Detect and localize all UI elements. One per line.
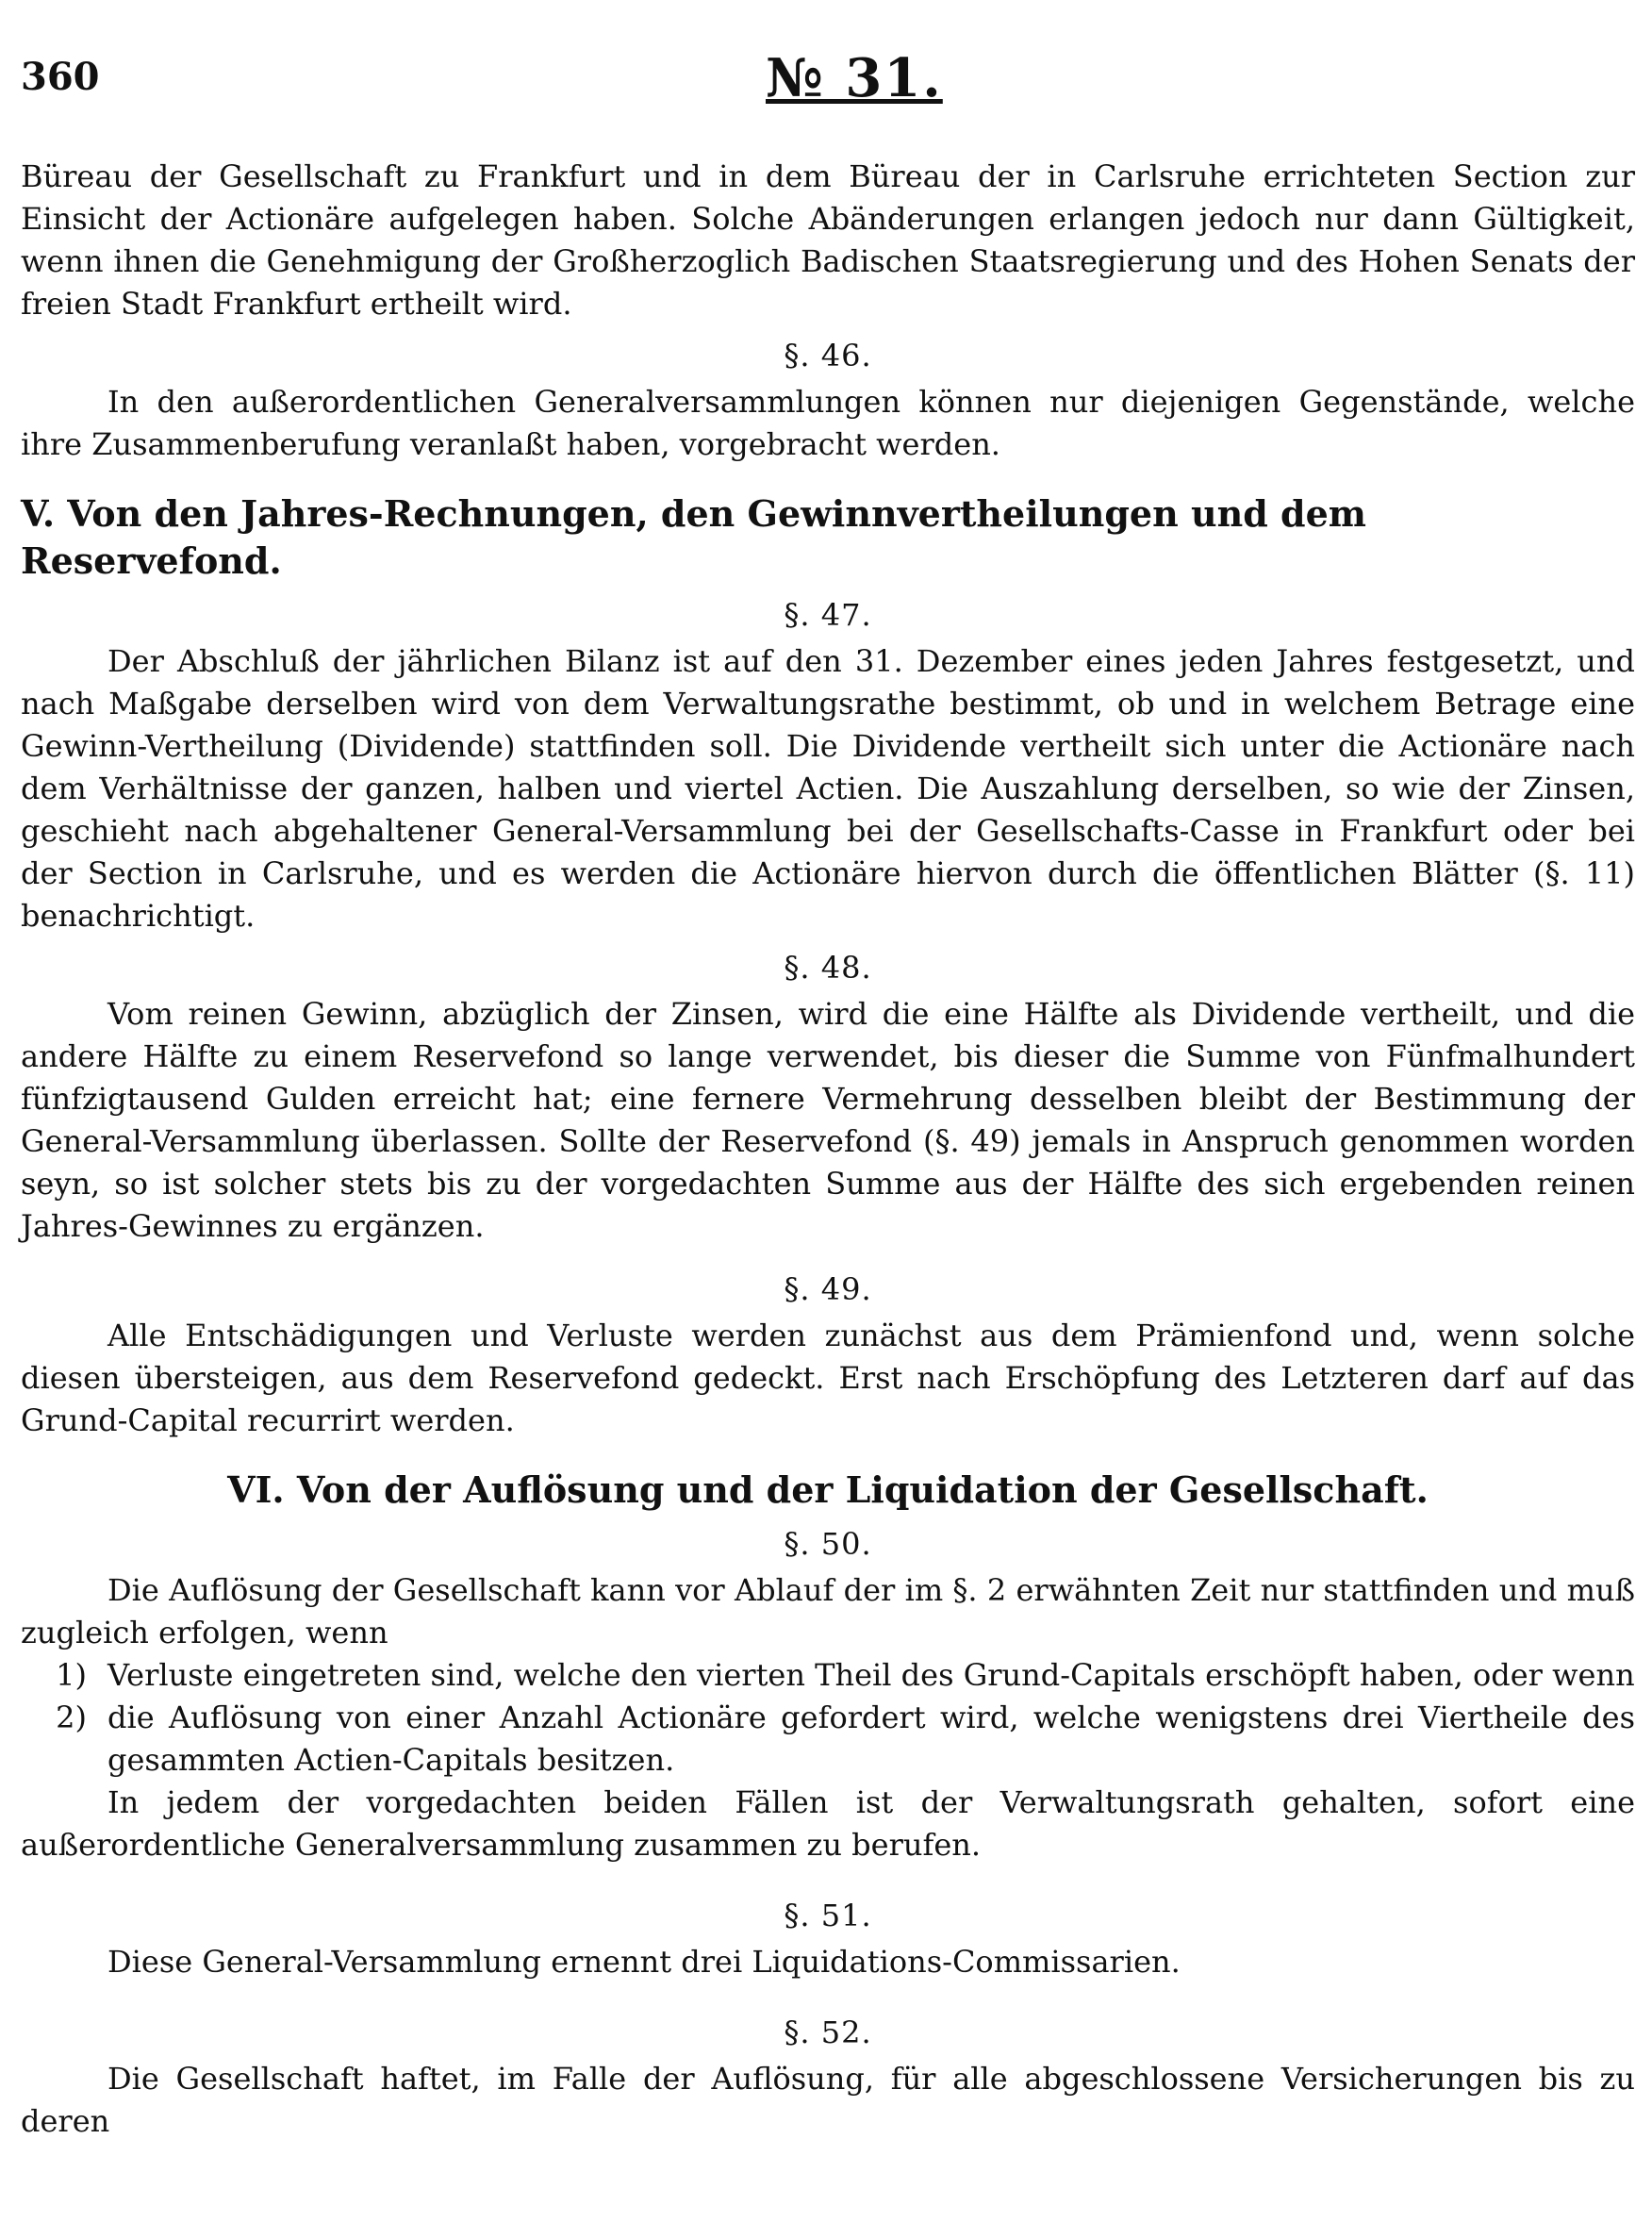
paragraph-52: Die Gesellschaft haftet, im Falle der Auflösung, für alle abgeschlossene Versicherungen bis zu deren (21, 2061, 1635, 2139)
list-text-1: Verluste eingetreten sind, welche den vierten Theil des Grund-Capitals erschöpft haben, oder wenn (107, 1657, 1635, 1693)
paragraph-number-51: §. 51. (784, 1898, 872, 1933)
paragraph-47: Der Abschluß der jährlichen Bilanz ist auf den 31. Dezember eines jeden Jahres festgesetzt, und nach Maßgabe derselben wird von dem Verwaltungsrathe bestimmt, ob und in welchem Betrage eine Gewinn-Vertheilung (Dividende) stattfinden soll. Die Dividende vertheilt sich unter die Actionäre nach dem Verhältnisse der ganzen, halben und viertel Actien. Die Auszahlung derselben, so wie der Zinsen, geschieht nach abgehaltener General-Versammlung bei der Gesellschafts-Casse in Frankfurt oder bei der Section in Carlsruhe, und es werden die Actionäre hiervon durch die öffentlichen Blätter (§. 11) benachrichtigt. (21, 643, 1635, 934)
paragraph-number-49: §. 49. (784, 1271, 872, 1307)
paragraph-49: Alle Entschädigungen und Verluste werden zunächst aus dem Prämienfond und, wenn solche diesen übersteigen, aus dem Reservefond gedeckt. Erst nach Erschöpfung des Letzteren darf auf das Grund-Capital recurrirt werden. (21, 1318, 1635, 1438)
paragraph-46: In den außerordentlichen Generalversammlungen können nur diejenigen Gegenstände, welche ihre Zusammenberufung veranlaßt haben, vorgebracht werden. (21, 384, 1635, 462)
paragraph-number-50: §. 50. (784, 1526, 872, 1562)
list-item-2 (21, 1697, 1635, 1782)
page-header (21, 47, 1635, 113)
list-text-2: die Auflösung von einer Anzahl Actionäre gefordert wird, welche wenigstens drei Viertheile des gesammten Actien-Capitals besitzen. (107, 1700, 1635, 1778)
section-heading-v: V. Von den Jahres-Rechnungen, den Gewinnvertheilungen und dem Reservefond. (21, 492, 1366, 582)
issue-number: № 31. (766, 47, 943, 109)
paragraph-number-47: §. 47. (784, 597, 872, 633)
paragraph-48: Vom reinen Gewinn, abzüglich der Zinsen, wird die eine Hälfte als Dividende vertheilt, und die andere Hälfte zu einem Reservefond so lange verwendet, bis dieser die Summe von Fünfmalhundert fünfzigtausend Gulden erreicht hat; eine fernere Vermehrung desselben bleibt der Bestimmung der General-Versammlung überlassen. Sollte der Reservefond (§. 49) jemals in Anspruch genommen worden seyn, so ist solcher stets bis zu der vorgedachten Summe aus der Hälfte des sich ergebenden reinen Jahres-Gewinnes zu ergänzen. (21, 996, 1635, 1244)
section-heading-vi: VI. Von der Auflösung und der Liquidation der Gesellschaft. (227, 1468, 1429, 1511)
paragraph-50-continued: In jedem der vorgedachten beiden Fällen ist der Verwaltungsrath gehalten, sofort eine außerordentliche Generalversammlung zusammen zu berufen. (21, 1784, 1635, 1863)
document-page (21, 0, 1635, 2222)
paragraph-51: Diese General-Versammlung ernennt drei Liquidations-Commissarien. (107, 1944, 1181, 1980)
list-number-2: 2) (56, 1700, 87, 1735)
paragraph-number-48: §. 48. (784, 950, 872, 986)
paragraph-number-52: §. 52. (784, 2015, 872, 2050)
page-number: 360 (21, 55, 100, 99)
list-number-1: 1) (56, 1657, 87, 1693)
paragraph-intro: Büreau der Gesellschaft zu Frankfurt und in dem Büreau der in Carlsruhe errichteten Section zur Einsicht der Actionäre aufgelegen haben. Solche Abänderungen erlangen jedoch nur dann Gültigkeit, wenn ihnen die Genehmigung der Großherzoglich Badischen Staatsregierung und des Hohen Senats der freien Stadt Frankfurt ertheilt wird. (21, 158, 1635, 322)
list-item-1 (21, 1654, 1635, 1697)
document-body (21, 156, 1635, 2143)
paragraph-50: Die Auflösung der Gesellschaft kann vor Ablauf der im §. 2 erwähnten Zeit nur stattfinden und muß zugleich erfolgen, wenn (21, 1572, 1635, 1650)
paragraph-number-46: §. 46. (784, 338, 872, 373)
